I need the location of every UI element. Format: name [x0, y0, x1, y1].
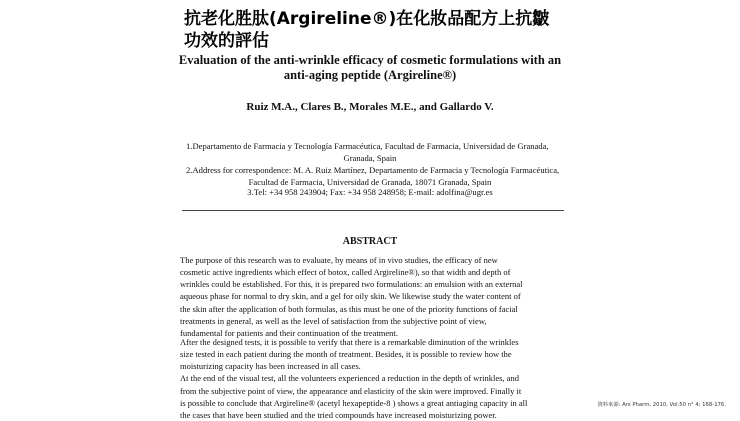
abstract-line: from the subjective point of view, the appearance and elasticity of the skin were improved. Finally it: [180, 385, 522, 396]
abstract-paragraph-2: [180, 336, 565, 421]
paper-title: [170, 53, 570, 83]
abstract-heading: ABSTRACT: [342, 236, 398, 247]
abstract-line: wrinkles could be established. For this, it is prepared two formulations: an emulsion with an external: [180, 279, 523, 290]
abstract-line: size tested in each patient during the month of treatment. Besides, it is possible to review how the: [180, 349, 512, 360]
source-citation: 資料來源: Ars Pharm, 2010, Vol.50 n° 4; 168-176.: [597, 402, 726, 408]
abstract-line: After the designed tests, it is possible to verify that there is a remarkable diminution of the wrinkles: [180, 337, 519, 347]
abstract-line: cosmetic active ingredients which effect of botox, called Argireline®), so that width and depth of: [180, 267, 511, 278]
affiliation-2: 2.Address for correspondence: M. A. Ruiz Martínez, Departamento de Farmacia y Tecnología Farmacéutica,: [186, 165, 560, 175]
abstract-line: At the end of the visual test, all the volunteers experienced a reduction in the depth of wrinkles, and: [180, 373, 519, 384]
section-divider: [182, 210, 564, 211]
abstract-line: aqueous phase for normal to dry skin, and a gel for oily skin. We likewise study the water content of: [180, 291, 521, 302]
abstract-line: treatments in general, as well as the level of satisfaction from the subjective point of view,: [180, 315, 487, 326]
affiliation-1-city: Granada, Spain: [343, 153, 397, 163]
affiliation-2-address: Facultad de Farmacia, Universidad de Granada, 18071 Granada, Spain: [248, 177, 492, 187]
abstract-line: The purpose of this research was to evaluate, by means of in vivo studies, the efficacy of new: [180, 255, 498, 265]
abstract-paragraph-1: [180, 254, 565, 339]
affiliation-1: 1.Departamento de Farmacia y Tecnología Farmacéutica, Facultad de Farmacia, Universidad de Granada,: [186, 141, 549, 151]
page-title-line-2: 功效的評估: [184, 31, 269, 51]
paper-title-line-2: anti-aging peptide (Argireline®): [283, 68, 457, 82]
abstract-line: the skin after the application of both formulas, as this must be one of the priority functions of facial: [180, 303, 518, 314]
paper-authors: Ruiz M.A., Clares B., Morales M.E., and Gallardo V.: [246, 101, 494, 113]
abstract-line: fundamental for patients and their continuation of the treatment.: [180, 327, 398, 338]
paper-title-line-1: Evaluation of the anti-wrinkle efficacy of cosmetic formulations with an: [178, 53, 562, 67]
abstract-line: moisturizing capacity has been increased in all cases.: [180, 361, 361, 372]
page-title: [184, 8, 564, 52]
abstract-line: the cases that have been studied and the tried compounds have increased moisturizing power.: [180, 409, 497, 420]
page-title-line-1: 抗老化胜肽(Argireline®)在化妝品配方上抗皺: [184, 9, 550, 29]
contact-info: 3.Tel: +34 958 243904; Fax: +34 958 248958; E-mail: adolfina@ugr.es: [247, 187, 493, 197]
abstract-line: is possible to conclude that Argireline® (acetyl hexapeptide-8 ) shows a great antiaging capacity in all: [180, 397, 528, 408]
